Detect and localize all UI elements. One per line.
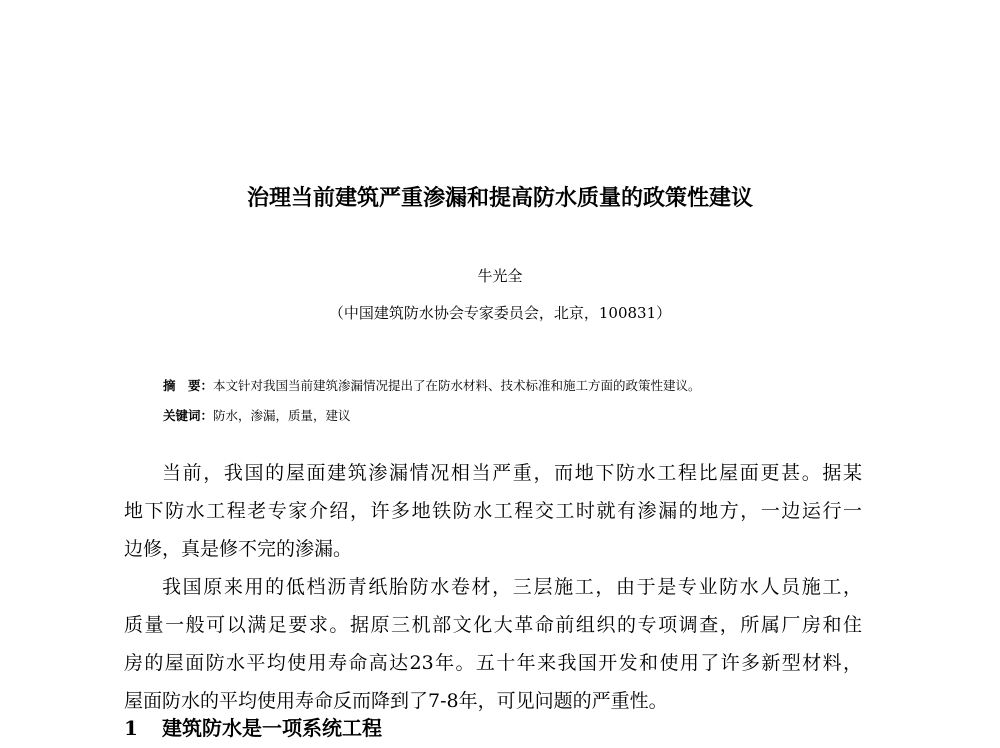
- section-heading: [124, 712, 382, 741]
- keywords-label: 关键词：: [163, 408, 214, 423]
- keywords: [163, 406, 351, 424]
- section-number: 1: [124, 716, 138, 740]
- paragraph-line: 地下防水工程老专家介绍，许多地铁防水工程交工时就有渗漏的地方，一边运行一: [124, 500, 862, 522]
- paragraph-line: 边修，真是修不完的渗漏。: [124, 538, 353, 560]
- abstract: [163, 376, 701, 394]
- paragraph-line: 当前，我国的屋面建筑渗漏情况相当严重，而地下防水工程比屋面更甚。据某: [162, 462, 862, 484]
- abstract-label: 摘 要：: [163, 378, 214, 393]
- author: 牛光全: [477, 267, 523, 285]
- affiliation: （中国建筑防水协会专家委员会，北京，100831）: [328, 304, 672, 322]
- abstract-text: 本文针对我国当前建筑渗漏情况提出了在防水材料、技术标准和施工方面的政策性建议。: [213, 378, 701, 393]
- paragraph-line: 质量一般可以满足要求。据原三机部文化大革命前组织的专项调查，所属厂房和住: [124, 614, 862, 636]
- paragraph-line: 我国原来用的低档沥青纸胎防水卷材，三层施工，由于是专业防水人员施工，: [162, 576, 862, 598]
- keywords-text: 防水，渗漏，质量，建议: [213, 408, 351, 423]
- paragraph-line: 房的屋面防水平均使用寿命高达23年。五十年来我国开发和使用了许多新型材料，: [124, 652, 862, 674]
- document-title: 治理当前建筑严重渗漏和提高防水质量的政策性建议: [246, 186, 753, 211]
- paragraph-line: 屋面防水的平均使用寿命反而降到了7-8年，可见问题的严重性。: [124, 690, 668, 712]
- section-title: 建筑防水是一项系统工程: [162, 716, 382, 740]
